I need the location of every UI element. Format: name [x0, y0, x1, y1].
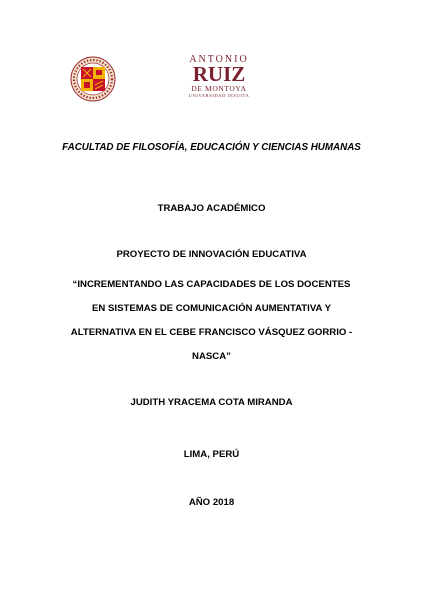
year: AÑO 2018	[188, 497, 235, 508]
logo-line-de-montoya: DE MONTOYA	[191, 84, 247, 93]
faculty-name: FACULTAD DE FILOSOFÍA, EDUCACIÓN Y CIENCIAS HUMANAS	[62, 142, 361, 153]
title-line-4: NASCA”	[192, 351, 231, 362]
work-type: TRABAJO ACADÉMICO	[157, 203, 266, 214]
logo-line-universidad-jesuita: UNIVERSIDAD JESUITA	[188, 93, 250, 98]
author-name: JUDITH YRACEMA COTA MIRANDA	[130, 397, 293, 408]
title-line-1: “INCREMENTANDO LAS CAPACIDADES DE LOS DOCENTES	[72, 279, 351, 290]
location: LIMA, PERÚ	[183, 449, 240, 460]
university-logo	[70, 54, 250, 104]
title-line-3: ALTERNATIVA EN EL CEBE FRANCISCO VÁSQUEZ GORRIO -	[70, 327, 353, 338]
university-name	[188, 54, 250, 99]
logo-line-ruiz: RUIZ	[192, 62, 246, 86]
title-line-2: EN SISTEMAS DE COMUNICACIÓN AUMENTATIVA Y	[92, 303, 331, 314]
logo-line-antonio: ANTONIO	[189, 54, 249, 65]
project-type: PROYECTO DE INNOVACIÓN EDUCATIVA	[116, 249, 307, 260]
university-seal-icon	[70, 54, 116, 104]
